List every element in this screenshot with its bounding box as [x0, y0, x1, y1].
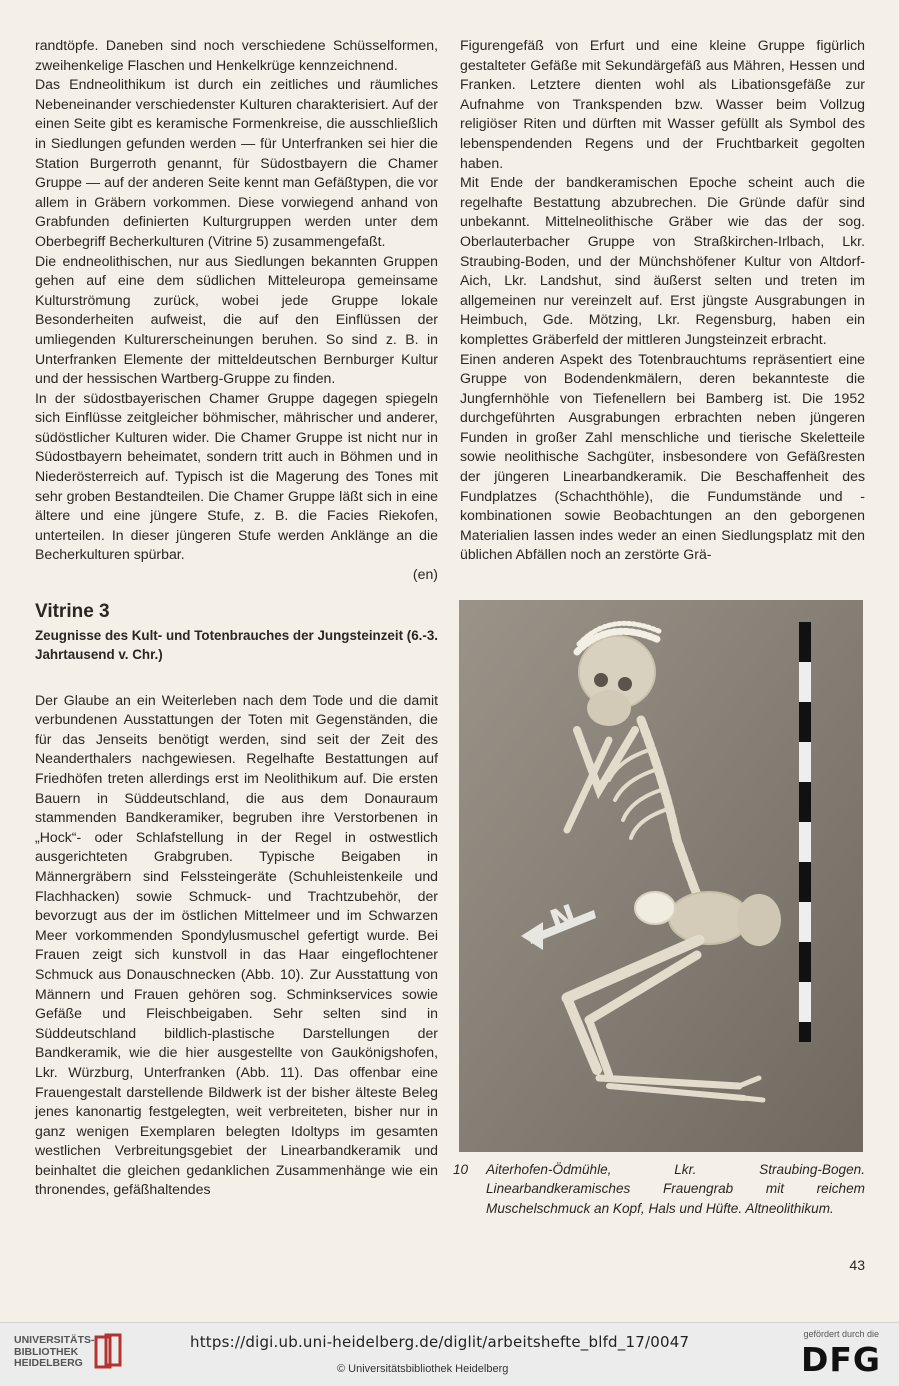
library-name-line-2: BIBLIOTHEK	[14, 1345, 79, 1358]
library-name-line-1: UNIVERSITÄTS-	[14, 1334, 95, 1346]
right-paragraph-1: Figurengefäß von Erfurt und eine kleine Gruppe figürlich gestalteter Gefäße mit Sekundärgefäß aus Mähren, Hessen und Franken. Letztere dienten wohl als Libationsgefäße zur Aufnahme von Trankspenden bzw. Wasser beim Vollzug religiöser Riten und dürften mit Wasser gefüllt als Symbol des lebenspendenden Regens und der Fruchtbarkeit gegolten haben.	[460, 37, 865, 171]
right-paragraph-2: Mit Ende der bandkeramischen Epoche scheint auch die regelhafte Bestattung abzubrechen. Die Gründe dafür sind unbekannt. Mittelneolithische Gräber wie das der sog. Oberlauterbacher Gruppe von Straßkirchen-Irlbach, Lkr. Straubing-Boden, und der Münchshöfener Kultur von Altdorf-Aich, Lkr. Landshut, sind äußerst selten und treten im allgemeinen nur vereinzelt auf. Erst jüngste Ausgrabungen in Heimbuch, Gde. Mötzing, Lkr. Regensburg, haben ein komplettes Gräberfeld der mittleren Jungsteinzeit erbracht.	[460, 174, 865, 347]
figure-caption	[453, 1160, 865, 1218]
skeleton-grave-photo	[459, 600, 863, 1152]
permalink-link[interactable]: https://digi.ub.uni-heidelberg.de/diglit/arbeitshefte_blfd_17/0047	[190, 1333, 690, 1351]
section-subheading: Zeugnisse des Kult- und Totenbrauches der Jungsteinzeit (6.-3. Jahrtausend v. Chr.)	[35, 627, 439, 662]
svg-text:N: N	[545, 898, 582, 940]
grave-illustration	[459, 600, 863, 1152]
page-number: 43	[849, 1257, 865, 1273]
footer-bar	[0, 1322, 899, 1386]
copyright-notice: © Universitätsbibliothek Heidelberg	[337, 1363, 509, 1375]
left-paragraph-1: randtöpfe. Daneben sind noch verschiedene Schüsselformen, zweihenkelige Flaschen und Henkelkrüge kennzeichnend.	[35, 37, 438, 73]
library-name-line-3: HEIDELBERG	[14, 1357, 83, 1369]
left-paragraph-4: In der südostbayerischen Chamer Gruppe dagegen spiegeln sich Einflüsse zeitgleicher böhmischer, mährischer und anderer, südöstlicher Kulturen wider. Die Chamer Gruppe ist nicht nur in Südostbayern beheimatet, sondern tritt auch in Böhmen und in Niederösterreich auf. Typisch ist die Magerung des Tones mit sehr groben Bestandteilen. Die Chamer Gruppe läßt sich in eine ältere und eine jüngere Stufe, z. B. die Facies Riekofen, unterteilen. In dieser jüngeren Stufe werden Anklänge an die Becherkulturen spürbar.	[35, 389, 438, 563]
left-paragraph-5: Der Glaube an ein Weiterleben nach dem Tode und die damit verbundenen Ausstattungen der Toten mit Gegenständen, die für das Jenseits benötigt werden, sind seit der Zeit des Neanderthalers nachgewiesen. Regelhafte Bestattungen auf Friedhöfen treten allerdings erst im Neolithikum auf. Die ersten Bauern in Süddeutschland, die aus dem Donauraum stammenden Bandkeramiker, begruben ihre Verstorbenen in „Hock“- oder Schlafstellung in der Regel in ostwestlich ausgerichteten Grabgruben. Typische Beigaben in Männergräbern sind Felssteingeräte (Schuhleistenkeile und Flachhacken) sowie Schmuck- und Trachtzubehör, der bevorzugt aus der im östlichen Mittelmeer und im Schwarzen Meer vorkommenden Spondylusmuschel gefertigt wurde. Bei Frauen zeigt sich kunstvoll in das Haar eingeflochtener Schmuck aus Donauschnecken (Abb. 10). Zur Ausstattung von Männern und Frauen gehören sog. Schminkservices sowie Gefäße und Fleischbeigaben. Sehr selten sind in Süddeutschland bildlich-plastische Darstellungen der Bandkeramik, wie die hier ausgestellte von Gaukönigshofen, Lkr. Würzburg, Unterfranken (Abb. 11). Das offenbar eine Frauengestalt darstellende Bildwerk ist der bisher älteste Beleg jenes kanonartig festgelegten, weit verbreiteten, bisher nur in ganz wenigen Exemplaren belegten Idoltyps im gesamten westlichen Verbreitungsgebiet der Linearbandkeramik und beinhaltet die gleichen gedanklichen Zusammenhänge wie ein thronendes, gefäßhaltendes	[35, 691, 438, 1198]
figure-number: 10	[453, 1162, 469, 1177]
dfg-logo: DFG	[800, 1340, 881, 1379]
author-signature: (en)	[412, 566, 438, 583]
funding-note: gefördert durch die	[803, 1329, 879, 1339]
figure-caption-text: Aiterhofen-Ödmühle, Lkr. Straubing-Bogen. Linearbandkeramisches Frauengrab mit reichem Muschelschmuck an Kopf, Hals und Hüfte. Altneolithikum.	[486, 1162, 865, 1216]
right-column	[460, 36, 865, 565]
left-paragraph-2: Das Endneolithikum ist durch ein zeitliches und räumliches Nebeneinander verschiedenster Kulturen charakterisiert. Auf der einen Seite gibt es keramische Formenkreise, die ausschließlich in Siedlungen gefunden werden — für Unterfranken sei hier die Station Burgerroth genannt, für Südostbayern die Chamer Gruppe — auf der anderen Seite kennt man Gefäßtypen, die vor allem in Gräbern vorkommen. Diese vorwiegend anhand von Grabfunden definierten Kulturgruppen werden unter dem Oberbegriff Becherkulturen (Vitrine 5) zusammengefaßt.	[35, 76, 438, 249]
left-paragraph-3: Die endneolithischen, nur aus Siedlungen bekannten Gruppen gehen auf eine dem südlichen Mitteleuropa gemeinsame Kulturströmung zurück, wobei jede Gruppe lokale Besonderheiten aufweist, die auf den Einflüssen der umliegenden Kulturerscheinungen beruhen. So sind z. B. in Unterfranken Elemente der mitteldeutschen Bernburger Kultur und der hessischen Wartberg-Gruppe zu finden.	[35, 252, 438, 387]
library-emblem-icon	[92, 1333, 126, 1369]
section-heading: Vitrine 3	[35, 600, 110, 622]
library-logo	[14, 1335, 95, 1370]
scale-bar	[799, 622, 811, 1042]
right-paragraph-3: Einen anderen Aspekt des Totenbrauchtums repräsentiert eine Gruppe von Bodendenkmälern, deren bekannteste die Jungfernhöhle von Tiefenellern bei Bamberg ist. Die 1952 durchgeführten Ausgrabungen erbrachten neben jüngeren Funden in großer Zahl menschliche und tierische Skeletteile sowie neolithische Sachgüter, insbesondere von Gefäßresten der jüngeren Linearbandkeramik. Die Beschaffenheit des Fundplatzes (Schachthöhle), die Fundumstände und -kombinationen sowie Beobachtungen an den geborgenen Materialien lassen indes weder an einen Siedlungsplatz mit den üblichen Abfällen noch an zerstörte Grä-	[460, 350, 865, 563]
left-column	[35, 36, 438, 1200]
